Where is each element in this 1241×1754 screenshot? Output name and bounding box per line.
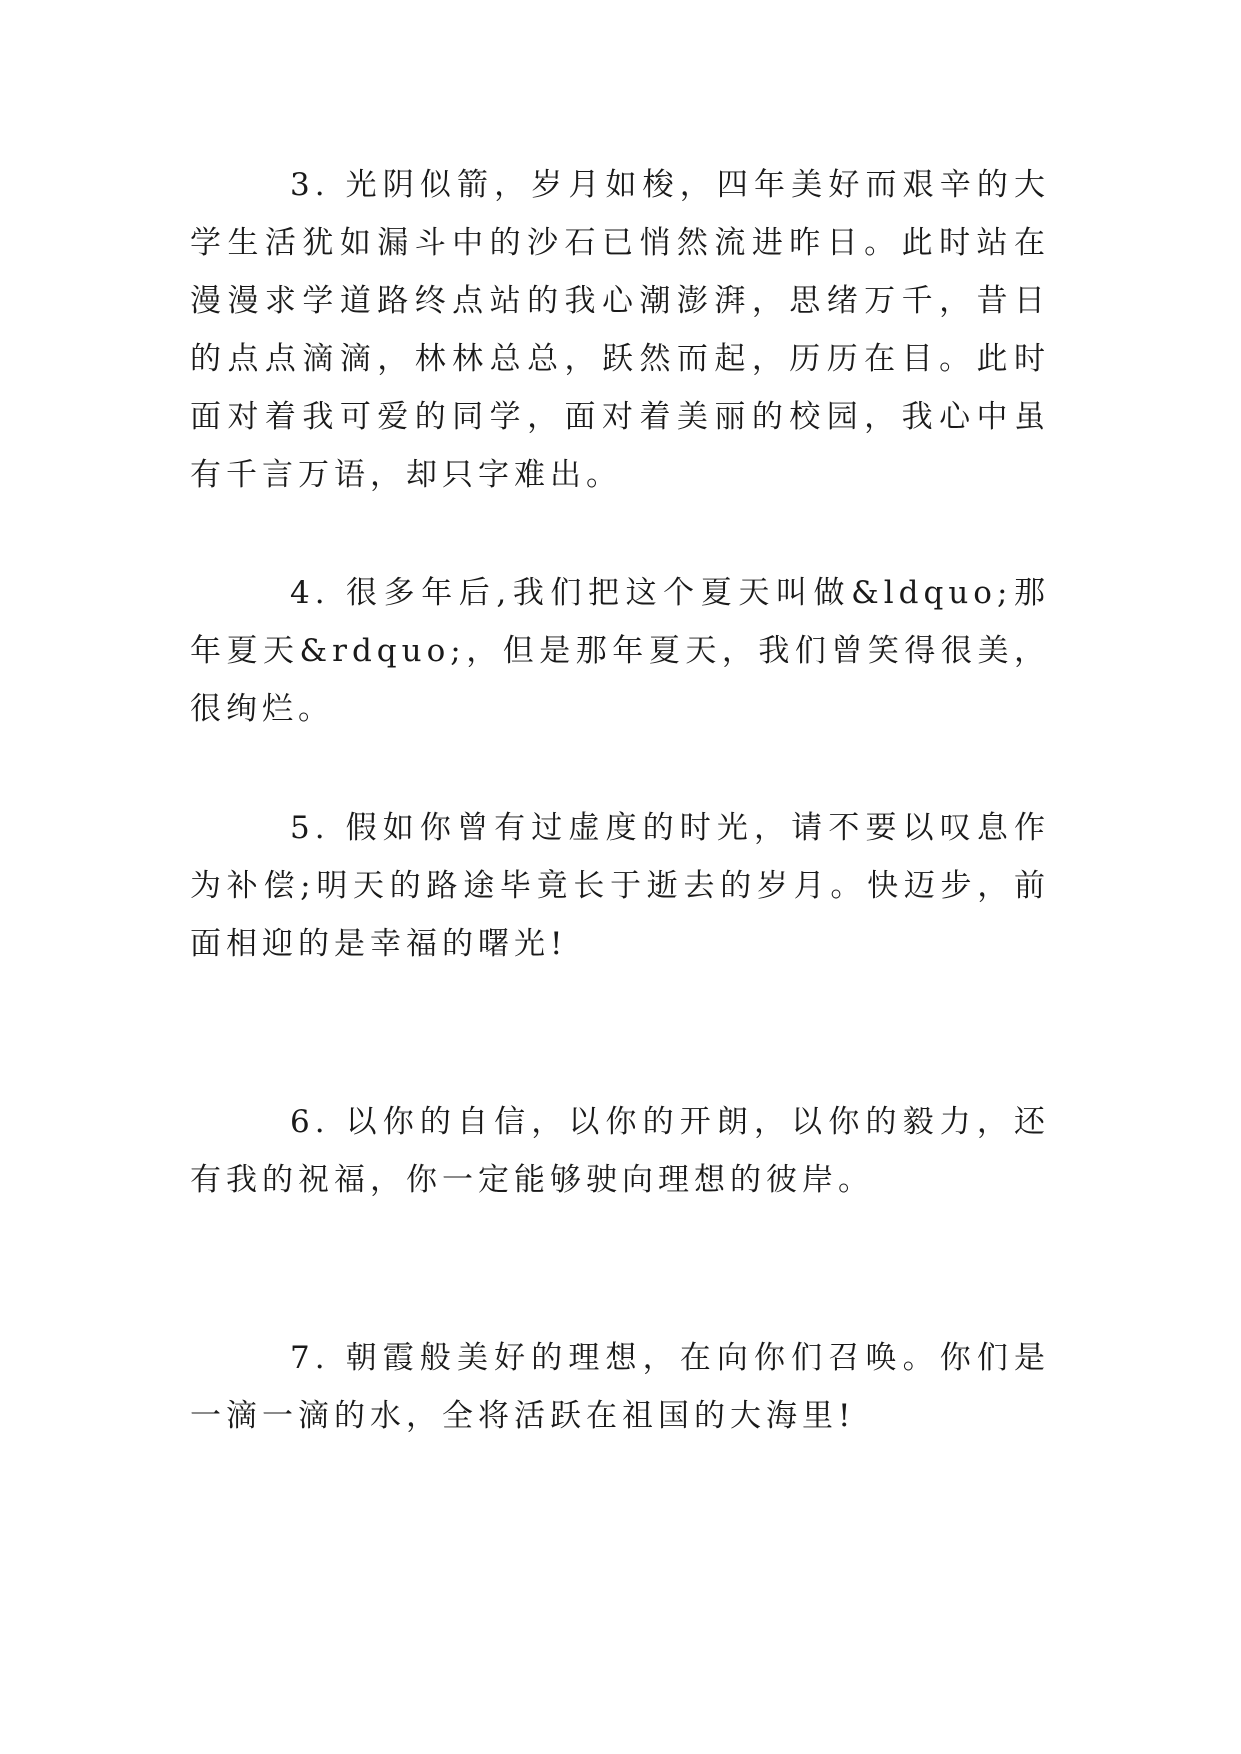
paragraph-3: 3. 光阴似箭，岁月如梭，四年美好而艰辛的大学生活犹如漏斗中的沙石已悄然流进昨日。此时站在漫漫求学道路终点站的我心潮澎湃，思绪万千，昔日的点点滴滴，林林总总，跃然而起，历历在目。此时面对着我可爱的同学，面对着美丽的校园，我心中虽有千言万语，却只字难出。 xyxy=(190,167,1050,493)
paragraph-5: 5. 假如你曾有过虚度的时光，请不要以叹息作为补偿;明天的路途毕竟长于逝去的岁月。快迈步，前面相迎的是幸福的曙光! xyxy=(190,810,1050,962)
paragraph-4: 4. 很多年后,我们把这个夏天叫做&ldquo;那年夏天&rdquo;，但是那年夏天，我们曾笑得很美，很绚烂。 xyxy=(190,575,1050,727)
paragraph-7: 7. 朝霞般美好的理想，在向你们召唤。你们是一滴一滴的水，全将活跃在祖国的大海里! xyxy=(190,1340,1050,1434)
paragraph-6: 6. 以你的自信，以你的开朗，以你的毅力，还有我的祝福，你一定能够驶向理想的彼岸。 xyxy=(190,1104,1050,1198)
